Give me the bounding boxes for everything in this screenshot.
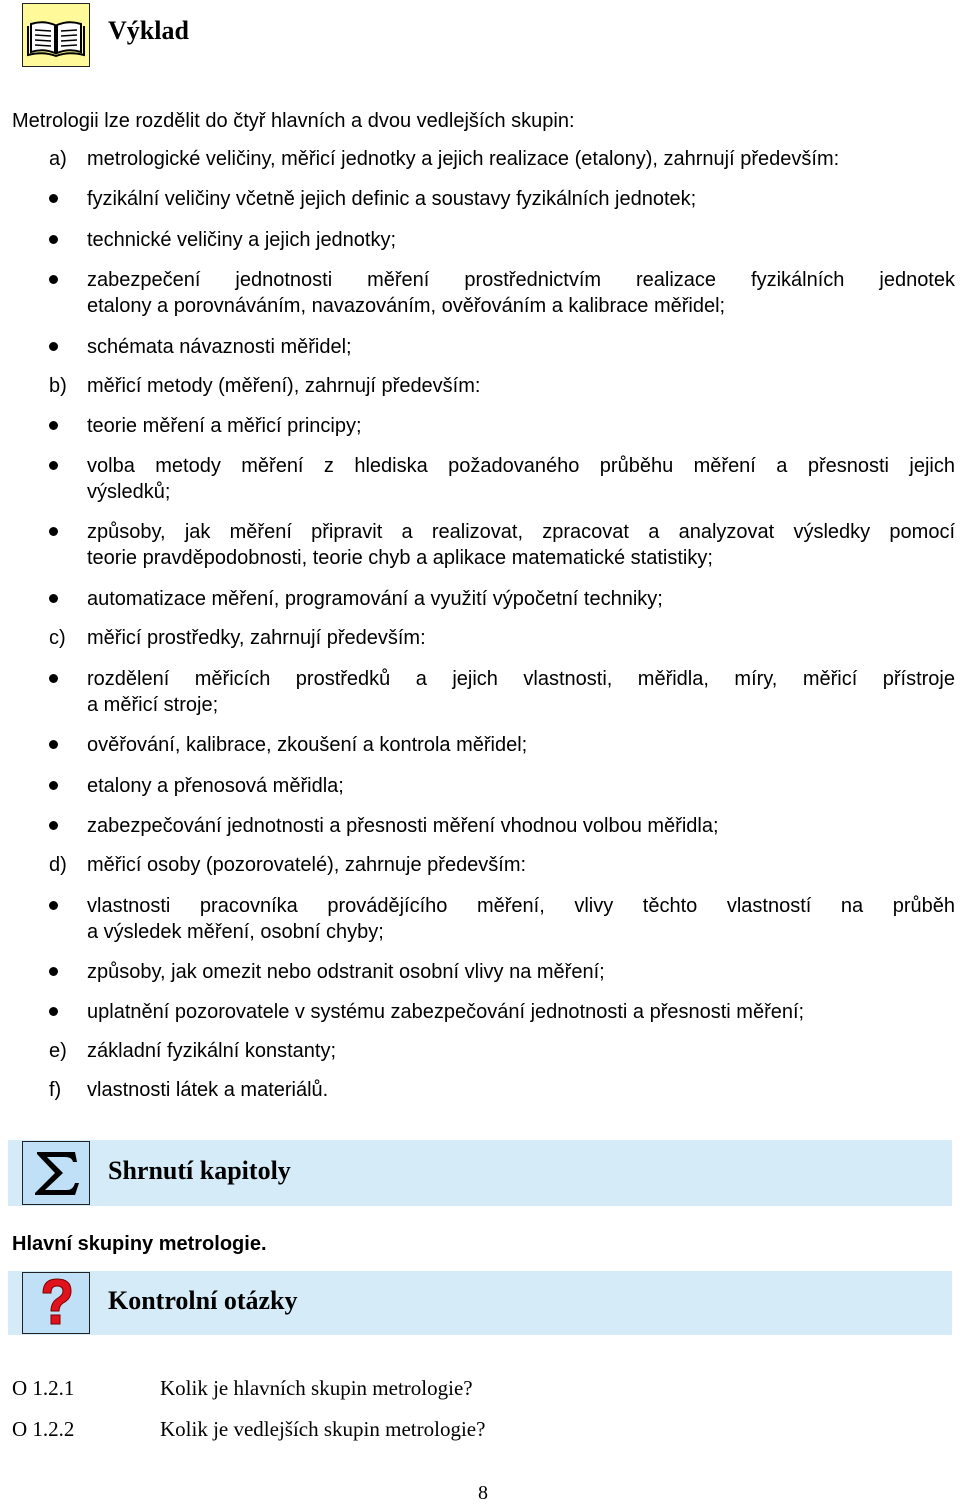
bullet-dot — [49, 421, 58, 430]
list-item: etalony a přenosová měřidla; — [87, 775, 344, 797]
bullet-dot — [49, 674, 58, 683]
group-label-f: f) — [49, 1079, 62, 1101]
question-icon-frame — [22, 1272, 90, 1334]
list-item: uplatnění pozorovatele v systému zabezpečování jednotnosti a přesnosti měření; — [87, 1001, 805, 1023]
section-title-vyklad: Výklad — [108, 16, 189, 45]
summary-banner — [8, 1140, 952, 1206]
group-label-c: c) — [49, 627, 66, 649]
question-number: O 1.2.2 — [12, 1417, 75, 1441]
group-text-a: metrologické veličiny, měřicí jednotky a jejich realizace (etalony), zahrnují především: — [87, 148, 840, 170]
group-label-b: b) — [49, 375, 67, 397]
sigma-icon-frame — [22, 1141, 90, 1205]
list-item: zabezpečení jednotnosti měření prostřednictvím realizace fyzikálních jednotek — [87, 269, 955, 291]
summary-text: Hlavní skupiny metrologie. — [12, 1233, 267, 1255]
bullet-dot — [49, 1007, 58, 1016]
list-item: ověřování, kalibrace, zkoušení a kontrola měřidel; — [87, 734, 528, 756]
section-title-summary: Shrnutí kapitoly — [108, 1156, 291, 1185]
bullet-dot — [49, 461, 58, 470]
book-icon-frame — [22, 3, 90, 67]
intro-text: Metrologii lze rozdělit do čtyř hlavních a dvou vedlejších skupin: — [12, 110, 575, 132]
list-item: rozdělení měřicích prostředků a jejich vlastnosti, měřidla, míry, měřicí přístroje — [87, 668, 955, 690]
question-number: O 1.2.1 — [12, 1376, 75, 1400]
bullet-dot — [49, 967, 58, 976]
group-text-d: měřicí osoby (pozorovatelé), zahrnuje především: — [87, 854, 527, 876]
list-item-continuation: etalony a porovnáváním, navazováním, ověřováním a kalibrace měřidel; — [87, 295, 726, 317]
page-number: 8 — [478, 1482, 488, 1504]
group-text-e: základní fyzikální konstanty; — [87, 1040, 337, 1062]
list-item: fyzikální veličiny včetně jejich definic a soustavy fyzikálních jednotek; — [87, 188, 697, 210]
list-item: vlastnosti pracovníka provádějícího měření, vlivy těchto vlastností na průběh — [87, 895, 955, 917]
list-item: způsoby, jak měření připravit a realizovat, zpracovat a analyzovat výsledky pomocí — [87, 521, 955, 543]
list-item: volba metody měření z hlediska požadovaného průběhu měření a přesnosti jejich — [87, 455, 955, 477]
bullet-dot — [49, 342, 58, 351]
list-item-continuation: výsledků; — [87, 481, 171, 503]
group-text-f: vlastnosti látek a materiálů. — [87, 1079, 329, 1101]
question-text: Kolik je vedlejších skupin metrologie? — [160, 1417, 486, 1441]
section-title-questions: Kontrolní otázky — [108, 1286, 298, 1315]
bullet-dot — [49, 594, 58, 603]
bullet-dot — [49, 235, 58, 244]
list-item: zabezpečování jednotnosti a přesnosti měření vhodnou volbou měřidla; — [87, 815, 719, 837]
bullet-dot — [49, 527, 58, 536]
list-item: způsoby, jak omezit nebo odstranit osobní vlivy na měření; — [87, 961, 605, 983]
list-item-continuation: a měřicí stroje; — [87, 694, 219, 716]
group-text-c: měřicí prostředky, zahrnují především: — [87, 627, 426, 649]
list-item-continuation: teorie pravděpodobnosti, teorie chyb a aplikace matematické statistiky; — [87, 547, 713, 569]
list-item: teorie měření a měřicí principy; — [87, 415, 362, 437]
bullet-dot — [49, 781, 58, 790]
bullet-dot — [49, 194, 58, 203]
list-item-continuation: a výsledek měření, osobní chyby; — [87, 921, 384, 943]
questions-banner — [8, 1271, 952, 1335]
list-item: automatizace měření, programování a využití výpočetní techniky; — [87, 588, 663, 610]
group-label-e: e) — [49, 1040, 67, 1062]
group-label-a: a) — [49, 148, 67, 170]
list-item: schémata návaznosti měřidel; — [87, 336, 352, 358]
group-label-d: d) — [49, 854, 67, 876]
group-text-b: měřicí metody (měření), zahrnují především: — [87, 375, 481, 397]
sigma-icon — [23, 1142, 89, 1204]
list-item: technické veličiny a jejich jednotky; — [87, 229, 397, 251]
bullet-dot — [49, 275, 58, 284]
bullet-dot — [49, 821, 58, 830]
question-text: Kolik je hlavních skupin metrologie? — [160, 1376, 473, 1400]
book-icon — [23, 4, 89, 66]
question-mark-icon — [23, 1273, 89, 1333]
bullet-dot — [49, 740, 58, 749]
bullet-dot — [49, 901, 58, 910]
